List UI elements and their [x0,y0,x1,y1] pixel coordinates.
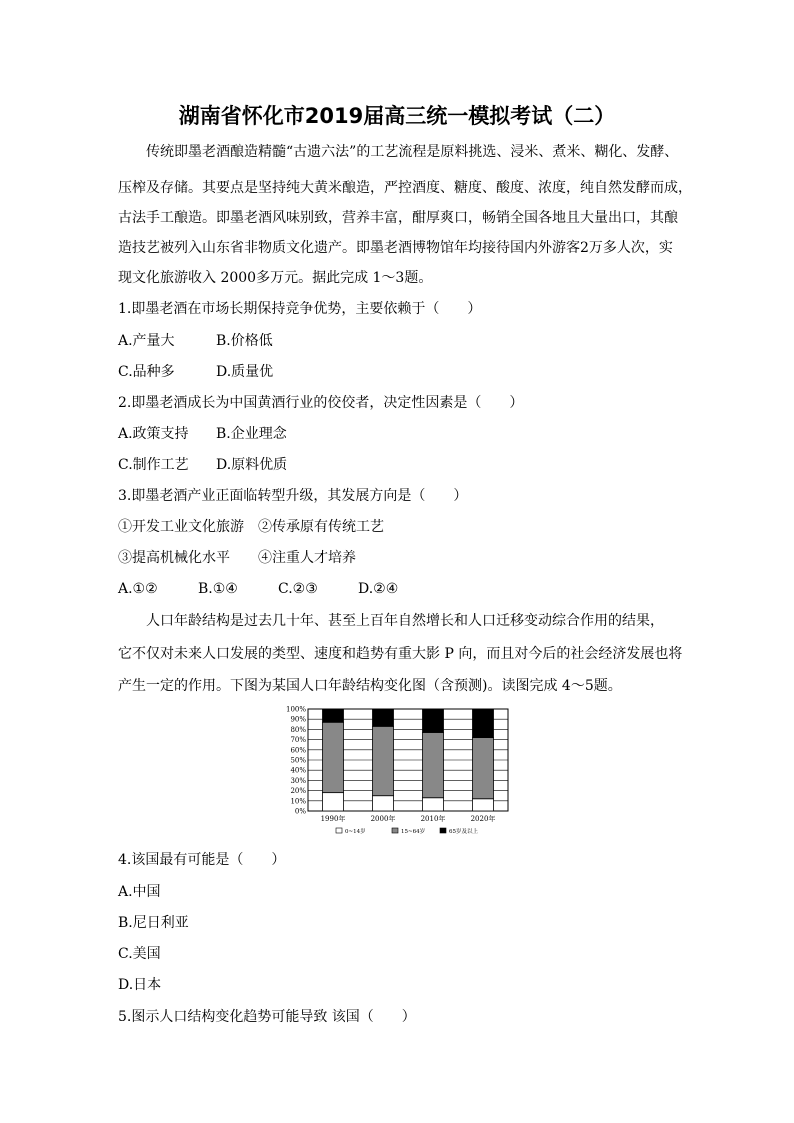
option-a: A.①② [118,581,158,597]
question-1-options-row [118,363,273,381]
passage-1-line: 现文化旅游收入 2000多万元。据此完成 1～3题。 [118,270,433,286]
passage-2-line: 人口年龄结构是过去几十年、甚至上百年自然增长和人口迁移变动综合作用的结果， [146,613,664,629]
y-tick-label: 40% [290,766,306,775]
option-c: C.品种多 [118,364,175,380]
option-c: C.制作工艺 [118,457,189,473]
option-d: D.质量优 [216,364,274,380]
question-3-stem: 3.即墨老酒产业正面临转型升级，其发展方向是（ ） [118,488,468,504]
y-tick-label: 0% [294,807,306,816]
question-1-stem: 1.即墨老酒在市场长期保持竞争优势，主要依赖于（ ） [118,301,482,317]
bar-segment [423,798,444,811]
option-a: A.政策支持 [118,426,189,442]
bar-segment [423,709,444,732]
question-3-statements-row [118,549,356,567]
bar-segment [323,709,344,722]
passage-1-line: 传统即墨老酒酿造精髓“古遗六法”的工艺流程是原料挑选、浸米、煮米、糊化、发酵、 [146,144,679,160]
bar-segment [423,732,444,797]
y-tick-label: 100% [285,705,306,714]
passage-2-line: 产生一定的作用。下图为某国人口年龄结构变化图（含预测)。读图完成 4～5题。 [118,678,622,694]
y-tick-label: 20% [290,787,306,796]
y-tick-label: 80% [290,725,306,734]
option-c: C.②③ [278,581,318,597]
y-tick-label: 30% [290,776,306,785]
bar-segment [373,796,394,811]
bar-segment [473,799,494,811]
statement-2: ②传承原有传统工艺 [258,519,384,535]
y-tick-label: 50% [290,756,306,765]
y-tick-label: 10% [290,797,306,806]
statement-4: ④注重人才培养 [258,550,356,566]
option-b: B.价格低 [216,333,273,349]
x-tick-label: 2000年 [370,815,396,823]
option-d: D.原料优质 [216,457,288,473]
statement-1: ①开发工业文化旅游 [118,519,244,535]
legend-label: 65岁及以上 [449,829,478,835]
option-d: D.②④ [358,581,399,597]
question-3-statements-row [118,518,384,536]
question-4-stem: 4.该国最有可能是（ ） [118,852,286,868]
question-2-options-row [118,456,287,474]
question-1-options-row [118,332,273,350]
legend-label: 15~64岁 [401,829,426,835]
bar-segment [373,726,394,795]
legend-label: 0~14岁 [345,829,366,835]
x-tick-label: 2010年 [420,815,446,823]
legend-swatch [336,828,342,833]
x-tick-label: 1990年 [320,815,346,823]
page-title: 湖南省怀化市2019届高三统一模拟考试（二） [178,104,616,128]
option-a: A.产量大 [118,333,175,349]
option-c: C.美国 [118,946,161,962]
option-b: B.企业理念 [216,426,287,442]
passage-1-line: 压榨及存储。其要点是坚持纯大黄米酿造，严控酒度、糖度、酸度、浓度，纯自然发酵而成， [118,180,692,196]
x-tick-label: 2020年 [470,815,496,823]
bar-segment [373,709,394,726]
age-structure-chart [280,703,516,843]
bar-segment [473,709,494,738]
chart-svg [280,703,516,843]
bar-segment [473,738,494,799]
option-a: A.中国 [118,884,161,900]
option-b: B.①④ [198,581,238,597]
passage-1-line: 古法手工酿造。即墨老酒风味别致，营养丰富，酣厚爽口，畅销全国各地且大量出口，其酿 [118,210,678,226]
legend-swatch [392,828,398,833]
option-d: D.日本 [118,977,162,993]
legend-swatch [440,828,446,833]
question-3-options-row [118,580,398,598]
question-2-stem: 2.即墨老酒成长为中国黄酒行业的佼佼者，决定性因素是（ ） [118,395,524,411]
bar-segment [323,722,344,792]
statement-3: ③提高机械化水平 [118,550,230,566]
y-tick-label: 90% [290,715,306,724]
bar-segment [323,793,344,811]
question-2-options-row [118,425,287,443]
option-b: B.尼日利亚 [118,915,189,931]
passage-2-line: 它不仅对未来人口发展的类型、速度和趋势有重大影 P 向，而且对今后的社会经济发展也将 [118,646,683,662]
passage-1-line: 造技艺被列入山东省非物质文化遗产。即墨老酒博物馆年均接待国内外游客2万多人次，实 [118,240,673,256]
y-tick-label: 60% [290,746,306,755]
y-tick-label: 70% [290,736,306,745]
question-5-stem: 5.图示人口结构变化趋势可能导致 该国（ ） [118,1009,416,1025]
